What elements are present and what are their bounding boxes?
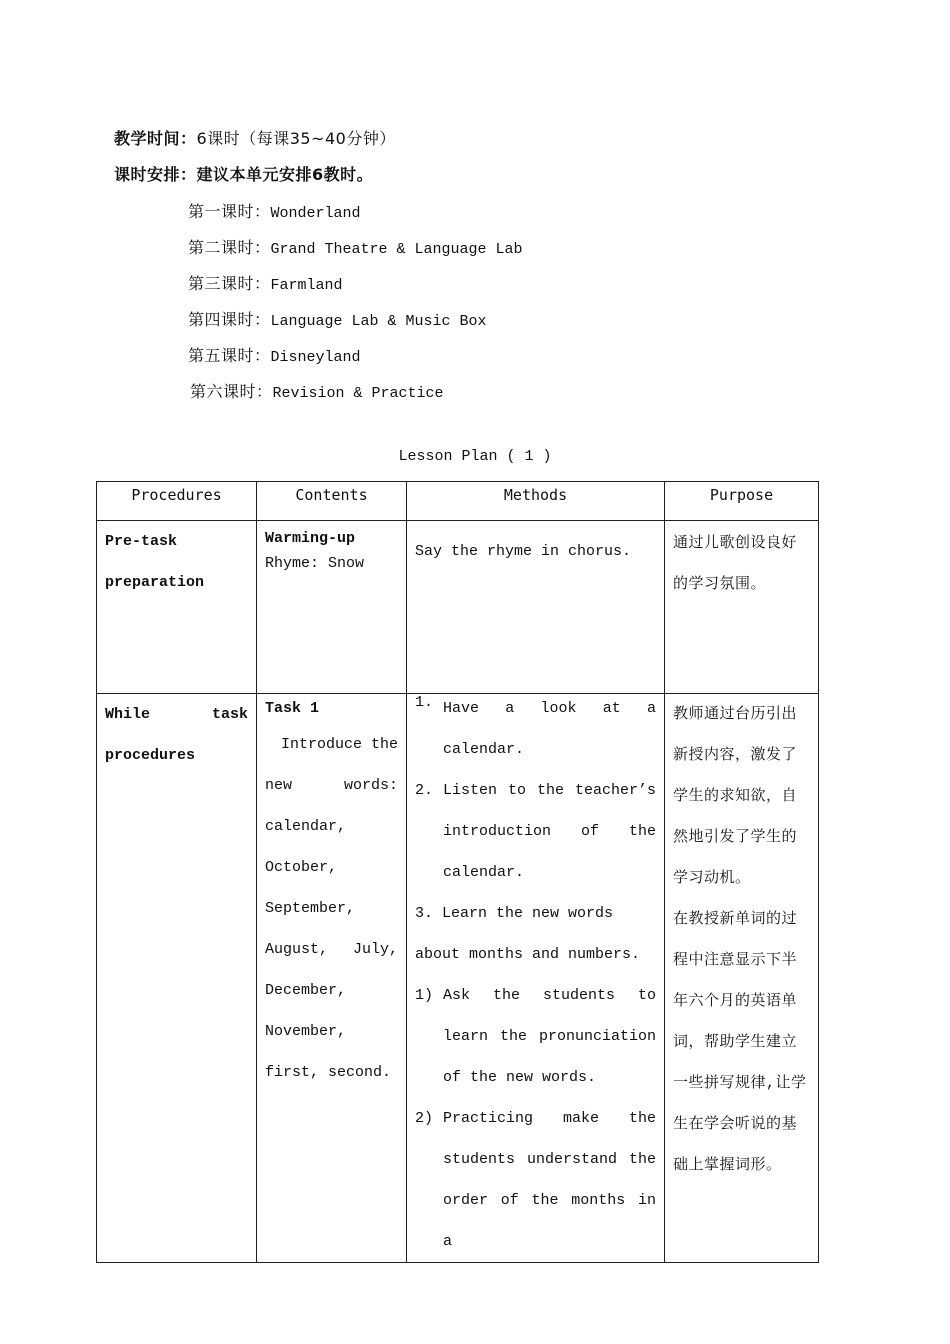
lesson-title: Grand Theatre & Language Lab [270,241,523,258]
method-item [415,893,656,975]
procedure-text: preparation [105,574,205,591]
content-cell [257,521,407,694]
lesson-label: 第五课时： [188,346,271,365]
method-item [415,770,656,893]
lesson-title: Farmland [270,277,343,294]
table-row [97,694,819,1263]
content-line: calendar, [265,818,347,835]
content-title: Warming-up [265,530,356,547]
lesson-title: Language Lab & Music Box [270,313,487,330]
teaching-time-line [114,126,396,149]
methods-list [415,688,656,1262]
lesson-item [190,379,444,402]
purpose-cell: 通过儿歌创设良好的学习氛围。 [665,521,819,694]
content-line: first, second. [265,1064,392,1081]
lesson-item [188,343,361,366]
content-line: November, [265,1023,347,1040]
teaching-time-label: 教学时间： [114,129,197,148]
content-line: October, [265,859,338,876]
header-methods: Methods [407,482,665,521]
method-number: 2. [415,782,434,799]
lesson-label: 第三课时： [188,274,271,293]
method-item [415,688,656,770]
lesson-item [188,307,487,330]
procedure-text: task [211,706,248,723]
schedule-label: 课时安排：建议本单元安排6教时。 [114,165,374,184]
procedure-line [105,694,248,735]
purpose-paragraph: 教师通过台历引出新授内容，激发了学生的求知欲，自然地引发了学生的学习动机。 [673,706,798,887]
lesson-plan-table [96,481,819,1263]
lesson-label: 第六课时： [190,382,273,401]
lesson-item [188,235,523,258]
content-line: September, [265,900,356,917]
lesson-label: 第四课时： [188,310,271,329]
procedure-text: Pre-task [105,533,178,550]
procedure-text: While [105,706,151,723]
content-line: Introduce the [280,736,398,753]
header-procedures: Procedures [97,482,257,521]
method-text: Say the rhyme in chorus. [415,543,632,560]
content-line: August, July, [265,941,398,958]
method-number: 1) [415,987,434,1004]
purpose-cell [665,694,819,1263]
method-item [415,975,656,1098]
method-number: 3. [415,905,434,922]
method-number: 1. [415,694,434,711]
procedure-text: procedures [105,747,196,764]
lesson-item [188,271,343,294]
method-cell [407,521,665,694]
method-text: Listen to the teacher’s introduction of the calendar. [443,782,656,881]
method-text: Practicing make the students understand the order of the months in a [443,1110,656,1250]
lesson-label: 第一课时： [188,202,271,221]
lesson-item [188,199,361,222]
lesson-title: Wonderland [270,205,361,222]
plan-title: Lesson Plan ( 1 ) [398,448,552,465]
table-row [97,521,819,694]
table-header-row [97,482,819,521]
procedure-cell [97,521,257,694]
lesson-label: 第二课时： [188,238,271,257]
content-title: Task 1 [265,700,320,717]
lesson-title: Disneyland [270,349,361,366]
content-cell [257,694,407,1263]
teaching-time-value: 6课时（每课35~40分钟） [196,129,396,148]
header-contents: Contents [257,482,407,521]
content-line: new words: [265,777,398,794]
content-line: December, [265,982,347,999]
procedure-cell [97,694,257,1263]
method-text: Ask the students to learn the pronunciation of the new words. [443,987,656,1086]
method-item [415,1098,656,1262]
method-number: 2) [415,1110,434,1127]
content-text: Rhyme: Snow [265,555,365,572]
methods-cell [407,694,665,1263]
lesson-title: Revision & Practice [272,385,444,402]
method-text: Have a look at a calendar. [443,700,656,758]
method-text: Learn the new words about months and numbers. [415,905,641,963]
header-purpose: Purpose [665,482,819,521]
purpose-paragraph: 在教授新单词的过程中注意显示下半年六个月的英语单词，帮助学生建立一些拼写规律,让学生在学会听说的基础上掌握词形。 [673,911,807,1174]
